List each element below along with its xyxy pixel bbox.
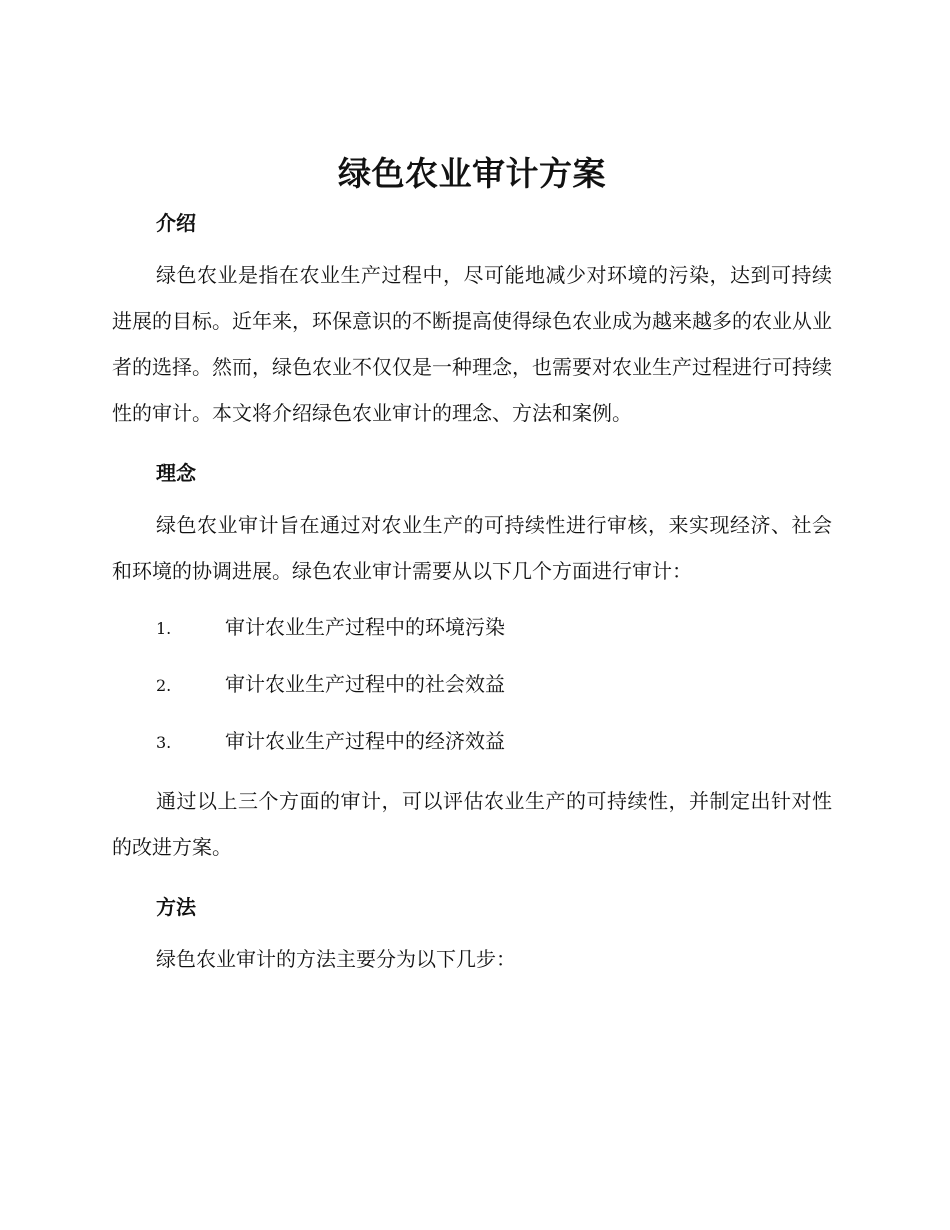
- concept-paragraph: 绿色农业审计旨在通过对农业生产的可持续性进行审核，来实现经济、社会和环境的协调进展。绿色农业审计需要从以下几个方面进行审计：: [112, 513, 832, 583]
- audit-aspects-list: [112, 604, 832, 764]
- list-item-text: 审计农业生产过程中的经济效益: [225, 729, 505, 753]
- section-heading-method: 方法: [156, 895, 196, 919]
- list-item: [112, 718, 832, 764]
- section-concept: [112, 456, 832, 870]
- document-title: 绿色农业审计方案: [338, 154, 606, 193]
- document-body: [112, 146, 832, 982]
- section-heading-concept: 理念: [156, 461, 196, 485]
- section-method: [112, 890, 832, 982]
- list-item-number: 3.: [156, 733, 172, 752]
- list-item-text: 审计农业生产过程中的环境污染: [225, 615, 505, 639]
- list-item-number: 2.: [156, 676, 172, 695]
- list-item: [112, 661, 832, 707]
- list-item-text: 审计农业生产过程中的社会效益: [225, 672, 505, 696]
- section-heading-intro: 介绍: [156, 211, 196, 235]
- method-paragraph: 绿色农业审计的方法主要分为以下几步：: [156, 947, 516, 971]
- concept-closing-paragraph: 通过以上三个方面的审计，可以评估农业生产的可持续性，并制定出针对性的改进方案。: [112, 789, 832, 859]
- section-intro: [112, 206, 832, 436]
- intro-paragraph: 绿色农业是指在农业生产过程中，尽可能地减少对环境的污染，达到可持续进展的目标。近年来，环保意识的不断提高使得绿色农业成为越来越多的农业从业者的选择。然而，绿色农业不仅仅是一种理念，也需要对农业生产过程进行可持续性的审计。本文将介绍绿色农业审计的理念、方法和案例。: [112, 263, 832, 425]
- list-item: [112, 604, 832, 650]
- list-item-number: 1.: [156, 619, 172, 638]
